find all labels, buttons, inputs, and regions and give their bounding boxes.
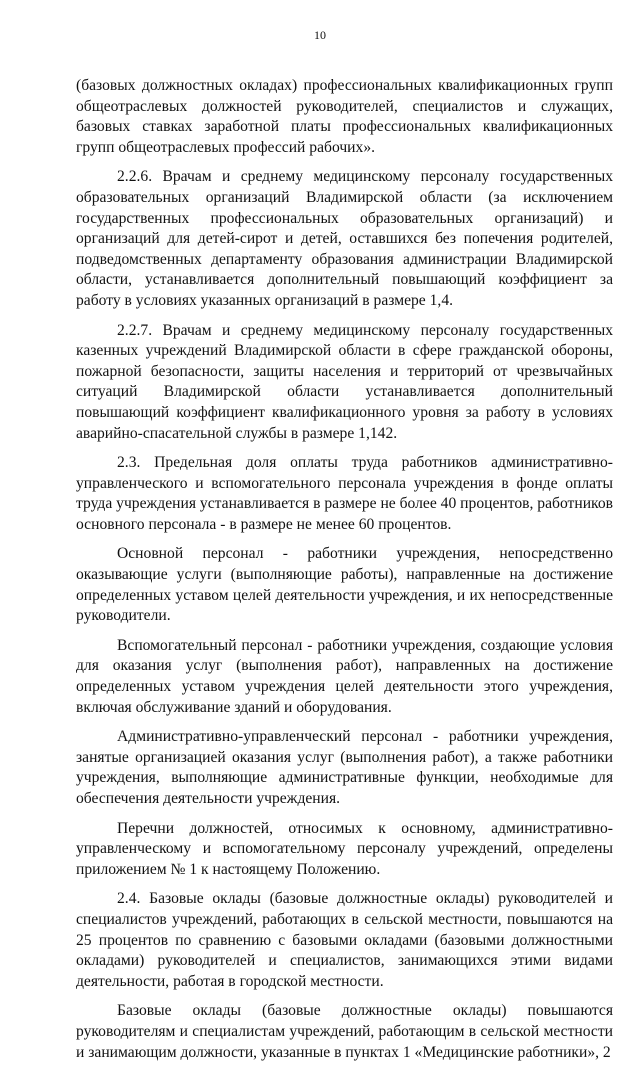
paragraph-auxiliary-staff: Вспомогательный персонал - работники учреждения, создающие условия для оказания услуг (выполнения работ), направленных на достижение определенных уставом учреждения целей деятельности этого учреждения, включая обслуживание зданий и оборудования. xyxy=(76,636,613,716)
document-body xyxy=(76,76,613,1072)
page-number: 10 xyxy=(314,28,326,42)
paragraph-main-staff: Основной персонал - работники учреждения, непосредственно оказывающие услуги (выполняющие работы), направленные на достижение определенных уставом целей деятельности учреждения, и их непосредственные руководители. xyxy=(76,545,613,625)
paragraph-2-2-6: 2.2.6. Врачам и среднему медицинскому персоналу государственных образовательных организаций Владимирской области (за исключением государственных профессиональных образовательных организаций) и организаций для детей-сирот и детей, оставшихся без попечения родителей, подведомственных департаменту образования администрации Владимирской области, устанавливается дополнительный повышающий коэффициент за работу в условиях указанных организаций в размере 1,4. xyxy=(76,168,613,309)
paragraph-2-2-7: 2.2.7. Врачам и среднему медицинскому персоналу государственных казенных учреждений Владимирской области в сфере гражданской обороны, пожарной безопасности, защиты населения и территорий от чрезвычайных ситуаций Владимирской области устанавливается дополнительный повышающий коэффициент квалификационного уровня за работу в условиях аварийно-спасательной службы в размере 1,142. xyxy=(76,321,613,442)
paragraph-2-4: 2.4. Базовые оклады (базовые должностные оклады) руководителей и специалистов учреждений, работающих в сельской местности, повышаются на 25 процентов по сравнению с базовыми окладами (базовыми должностными окладами) руководителей и специалистов, занимающихся этими видами деятельности, работая в городской местности. xyxy=(76,890,613,990)
paragraph-2-3: 2.3. Предельная доля оплаты труда работников административно-управленческого и вспомогательного персонала учреждения в фонде оплаты труда учреждения устанавливается в размере не более 40 процентов, работников основного персонала - в размере не менее 60 процентов. xyxy=(76,454,613,533)
paragraph-position-lists: Перечни должностей, относимых к основному, административно-управленческому и вспомогательному персоналу учреждений, определены приложением № 1 к настоящему Положению. xyxy=(76,819,613,878)
paragraph-base-salaries-rural: Базовые оклады (базовые должностные оклады) повышаются руководителям и специалистам учреждений, работающим в сельской местности и занимающим должности, указанные в пунктах 1 «Медицинские работники», 2 xyxy=(76,1002,613,1061)
paragraph-admin-staff: Административно-управленческий персонал - работники учреждения, занятые организацией оказания услуг (выполнения работ), а также работники учреждения, выполняющие административные функции, необходимые для обеспечения деятельности учреждения. xyxy=(76,728,613,807)
paragraph-continuation: (базовых должностных окладах) профессиональных квалификационных групп общеотраслевых должностей руководителей, специалистов и служащих, базовых ставках заработной платы профессиональных квалификационных групп общеотраслевых профессий рабочих». xyxy=(76,77,613,156)
